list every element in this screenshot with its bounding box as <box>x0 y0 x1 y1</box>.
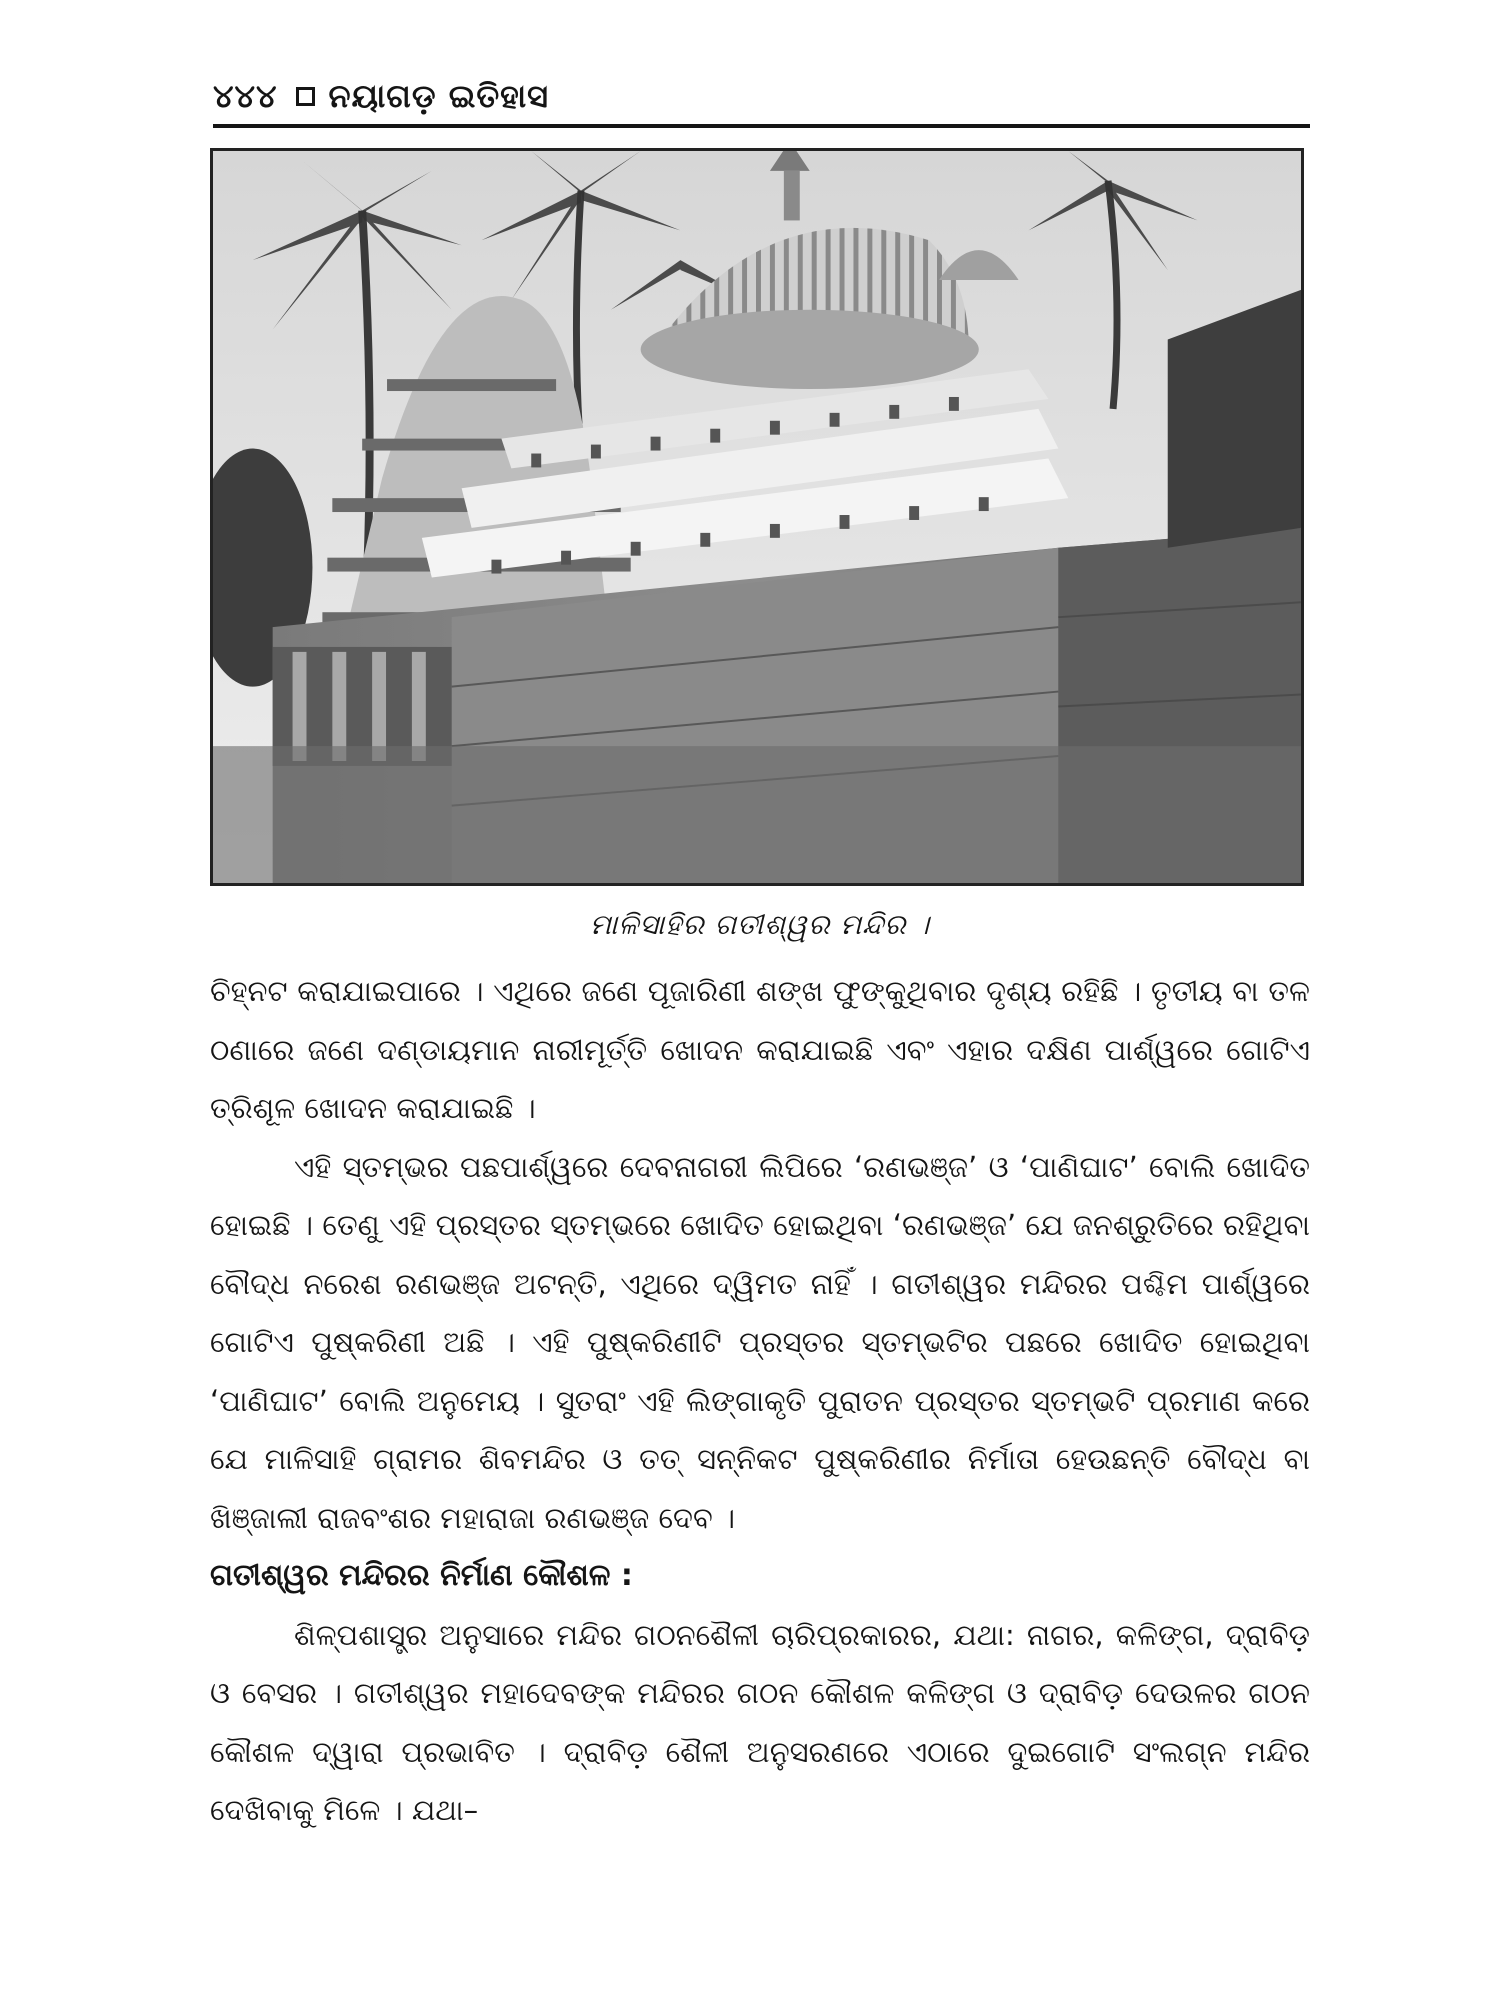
paragraph: ଚିହ୍ନଟ କରାଯାଇପାରେ । ଏଥିରେ ଜଣେ ପୂଜାରିଣୀ ଶଙ୍ଖ ଫୁଙ୍କୁଥିବାର ଦୃଶ୍ୟ ରହିଛି । ତୃତୀୟ ବା ତଳ ଠଣାରେ ଜଣେ ଦଣ୍ଡାୟମାନ ନାରୀମୂର୍ତ୍ତି ଖୋଦନ କରାଯାଇଛି ଏବଂ ଏହାର ଦକ୍ଷିଣ ପାର୍ଶ୍ୱରେ ଗୋଟିଏ ତ୍ରିଶୂଳ ଖୋଦନ କରାଯାଇଛି । <box>210 974 1310 1125</box>
header-rule <box>213 124 1310 128</box>
page-header <box>213 68 1310 124</box>
book-title: ନୟାଗଡ଼ ଇତିହାସ <box>328 76 549 115</box>
separator-box-icon <box>296 87 315 106</box>
temple-photo <box>210 148 1304 886</box>
temple-illustration <box>213 151 1301 883</box>
section-heading: ଗତୀଶ୍ୱର ମନ୍ଦିରର ନିର୍ମାଣ କୌଶଳ : <box>210 1558 633 1593</box>
paragraph: ଶିଳ୍ପଶାସ୍ତ୍ର ଅନୁସାରେ ମନ୍ଦିର ଗଠନଶୈଳୀ ଚାରିପ୍ରକାରର, ଯଥା: ନାଗର, କଳିଙ୍ଗ, ଦ୍ରାବିଡ଼ ଓ ବେସର । ଗତୀଶ୍ୱର ମହାଦେବଙ୍କ ମନ୍ଦିରର ଗଠନ କୌଶଳ କଳିଙ୍ଗ ଓ ଦ୍ରାବିଡ଼ ଦେଉଳର ଗଠନ କୌଶଳ ଦ୍ୱାରା ପ୍ରଭାବିତ । ଦ୍ରାବିଡ଼ ଶୈଳୀ ଅନୁସରଣରେ ଏଠାରେ ଦୁଇଗୋଟି ସଂଲଗ୍ନ ମନ୍ଦିର ଦେଖିବାକୁ ମିଳେ । ଯଥା– <box>210 1617 1310 1827</box>
figure-caption: ମାଳିସାହିର ଗତୀଶ୍ୱର ମନ୍ଦିର । <box>589 908 931 941</box>
page-number: ୪୪୪ <box>213 76 278 115</box>
paragraph: ଏହି ସ୍ତମ୍ଭର ପଛପାର୍ଶ୍ୱରେ ଦେବନାଗରୀ ଲିପିରେ ‘ରଣଭଞ୍ଜ’ ଓ ‘ପାଣିଘାଟ’ ବୋଲି ଖୋଦିତ ହୋଇଛି । ତେଣୁ ଏହି ପ୍ରସ୍ତର ସ୍ତମ୍ଭରେ ଖୋଦିତ ହୋଇଥିବା ‘ରଣଭଞ୍ଜ’ ଯେ ଜନଶ୍ରୁତିରେ ରହିଥିବା ବୌଦ୍ଧ ନରେଶ ରଣଭଞ୍ଜ ଅଟନ୍ତି, ଏଥିରେ ଦ୍ୱିମତ ନାହିଁ । ଗତୀଶ୍ୱର ମନ୍ଦିରର ପଶ୍ଚିମ ପାର୍ଶ୍ୱରେ ଗୋଟିଏ ପୁଷ୍କରିଣୀ ଅଛି । ଏହି ପୁଷ୍କରିଣୀଟି ପ୍ରସ୍ତର ସ୍ତମ୍ଭଟିର ପଛରେ ଖୋଦିତ ହୋଇଥିବା ‘ପାଣିଘାଟ’ ବୋଲି ଅନୁମେୟ । ସୁତରାଂ ଏହି ଲିଙ୍ଗାକୃତି ପୁରାତନ ପ୍ରସ୍ତର ସ୍ତମ୍ଭଟି ପ୍ରମାଣ କରେ ଯେ ମାଳିସାହି ଗ୍ରାମର ଶିବମନ୍ଦିର ଓ ତତ୍ ସନ୍ନିକଟ ପୁଷ୍କରିଣୀର ନିର୍ମାତା ହେଉଛନ୍ତି ବୌଦ୍ଧ ବା ଖିଞ୍ଜାଲୀ ରାଜବଂଶର ମହାରାଜା ରଣଭଞ୍ଜ ଦେବ । <box>210 1149 1310 1535</box>
body-text <box>210 962 1310 1840</box>
